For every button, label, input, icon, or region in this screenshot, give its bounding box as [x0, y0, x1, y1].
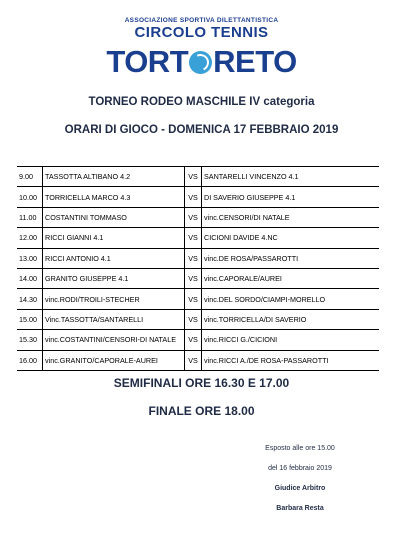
match-time: 14.00 — [17, 268, 43, 288]
match-schedule-body — [17, 167, 379, 371]
table-row — [17, 330, 379, 350]
match-home-player: Vinc.TASSOTTA/SANTARELLI — [43, 309, 185, 329]
notice-posted-time: Esposto alle ore 15.00 — [265, 445, 335, 452]
match-vs-label: VS — [185, 330, 202, 350]
match-time: 16.00 — [17, 350, 43, 370]
match-vs-label: VS — [185, 289, 202, 309]
match-away-player: vinc.RICCI A./DE ROSA-PASSAROTTI — [202, 350, 380, 370]
table-row — [17, 350, 379, 370]
table-row — [17, 289, 379, 309]
match-home-player: vinc.RODI/TROILI-STECHER — [43, 289, 185, 309]
table-row — [17, 268, 379, 288]
match-time: 15.30 — [17, 330, 43, 350]
table-row — [17, 309, 379, 329]
match-away-player: DI SAVERIO GIUSEPPE 4.1 — [202, 187, 380, 207]
match-time: 13.00 — [17, 248, 43, 268]
match-home-player: RICCI ANTONIO 4.1 — [43, 248, 185, 268]
match-vs-label: VS — [185, 350, 202, 370]
match-schedule-table — [17, 166, 379, 371]
match-time: 11.00 — [17, 207, 43, 227]
match-time: 10.00 — [17, 187, 43, 207]
table-row — [17, 228, 379, 248]
match-vs-label: VS — [185, 207, 202, 227]
match-time: 12.00 — [17, 228, 43, 248]
match-home-player: COSTANTINI TOMMASO — [43, 207, 185, 227]
match-home-player: TORRICELLA MARCO 4.3 — [43, 187, 185, 207]
match-away-player: vinc.DE ROSA/PASSAROTTI — [202, 248, 380, 268]
match-away-player: vinc.CENSORI/DI NATALE — [202, 207, 380, 227]
final-text: FINALE ORE 18.00 — [148, 404, 255, 418]
match-home-player: vinc.GRANITO/CAPORALE-AUREI — [43, 350, 185, 370]
tournament-title: TORNEO RODEO MASCHILE IV categoria — [88, 96, 315, 108]
match-vs-label: VS — [185, 187, 202, 207]
match-vs-label: VS — [185, 248, 202, 268]
match-away-player: vinc.DEL SORDO/CIAMPI-MORELLO — [202, 289, 380, 309]
match-away-player: vinc.CAPORALE/AUREI — [202, 268, 380, 288]
logo-name-end: RETO — [213, 44, 297, 79]
logo-club-text: CIRCOLO TENNIS — [134, 24, 269, 41]
notice-posted-date: del 16 febbraio 2019 — [268, 465, 332, 472]
notice-signature-name: Barbara Resta — [276, 505, 324, 512]
match-home-player: RICCI GIANNI 4.1 — [43, 228, 185, 248]
match-time: 14.30 — [17, 289, 43, 309]
semifinals-text: SEMIFINALI ORE 16.30 E 17.00 — [113, 376, 290, 390]
logo-club-name — [0, 44, 403, 80]
match-vs-label: VS — [185, 309, 202, 329]
match-away-player: vinc.RICCI G./CICIONI — [202, 330, 380, 350]
logo-association-text: ASSOCIAZIONE SPORTIVA DILETTANTISTICA — [124, 17, 279, 24]
match-vs-label: VS — [185, 228, 202, 248]
match-home-player: vinc.COSTANTINI/CENSORI-DI NATALE — [43, 330, 185, 350]
notice-role: Giudice Arbitro — [274, 485, 326, 492]
logo-name-start: TORT — [106, 44, 189, 79]
table-row — [17, 248, 379, 268]
match-vs-label: VS — [185, 268, 202, 288]
match-vs-label: VS — [185, 167, 202, 187]
match-away-player: SANTARELLI VINCENZO 4.1 — [202, 167, 380, 187]
tennis-ball-icon — [189, 51, 212, 74]
table-row — [17, 187, 379, 207]
match-away-player: vinc.TORRICELLA/DI SAVERIO — [202, 309, 380, 329]
table-row — [17, 167, 379, 187]
match-time: 9.00 — [17, 167, 43, 187]
table-row — [17, 207, 379, 227]
match-away-player: CICIONI DAVIDE 4.NC — [202, 228, 380, 248]
match-time: 15.00 — [17, 309, 43, 329]
schedule-title: ORARI DI GIOCO - DOMENICA 17 FEBBRAIO 2019 — [64, 124, 339, 136]
match-home-player: TASSOTTA ALTIBANO 4.2 — [43, 167, 185, 187]
match-home-player: GRANITO GIUSEPPE 4.1 — [43, 268, 185, 288]
